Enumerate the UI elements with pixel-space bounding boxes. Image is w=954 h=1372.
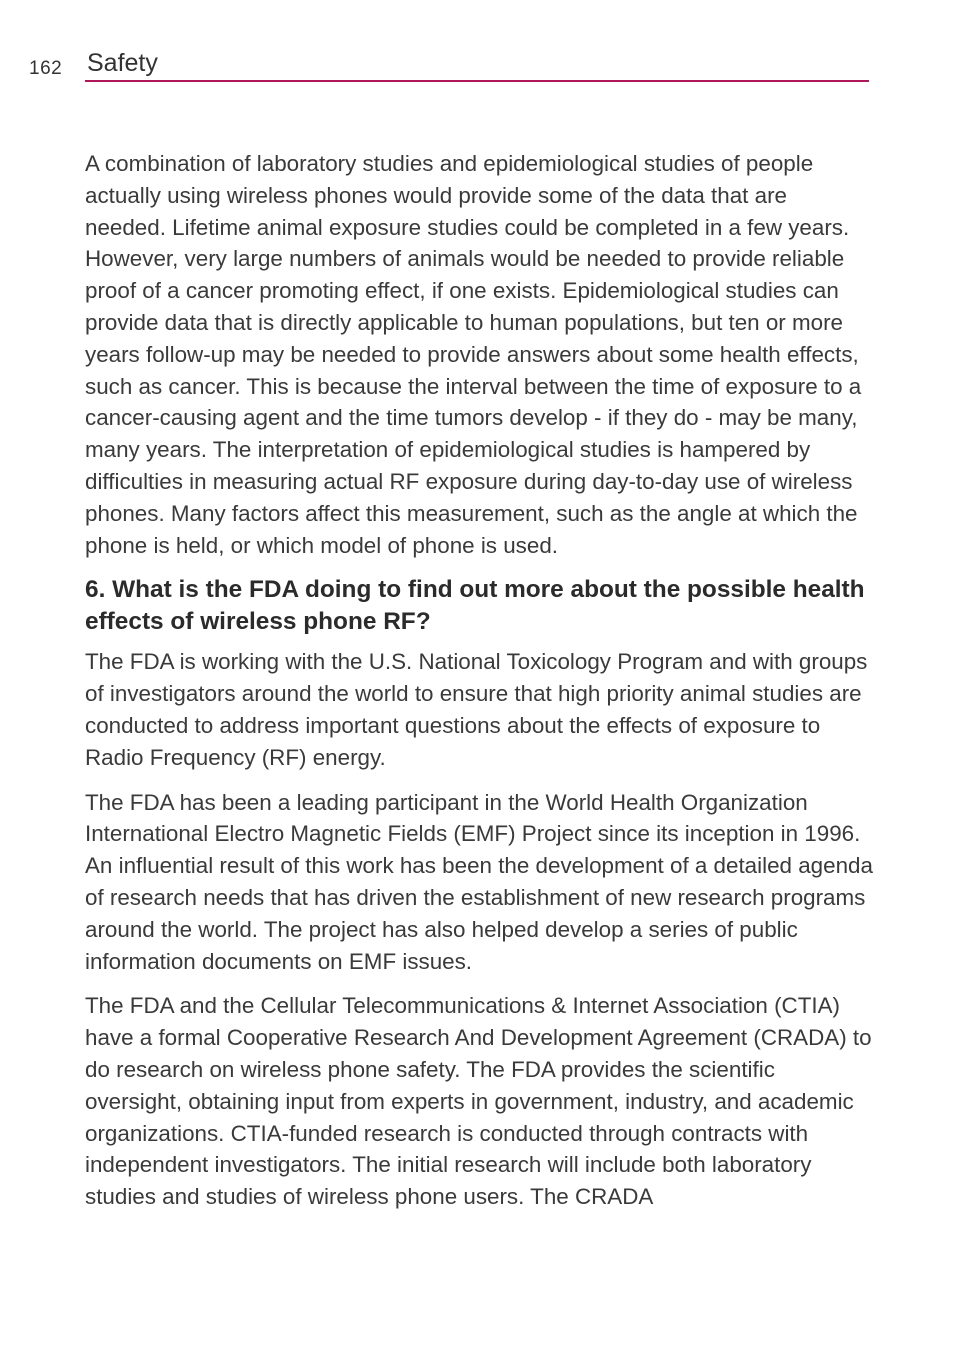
paragraph-research-combination: A combination of laboratory studies and epidemiological studies of people actually using wireless phones would provide some of the data that are needed. Lifetime animal exposure studies could be completed in a few years. However, very large numbers of animals would be needed to provide reliable proof of a cancer promoting effect, if one exists. Epidemiological studies can provide data that is directly applicable to human populations, but ten or more years follow-up may be needed to provide answers about some health effects, such as cancer. This is because the interval between the time of exposure to a cancer-causing agent and the time tumors develop - if they do - may be many, many years. The interpretation of epidemiological studies is hampered by difficulties in measuring actual RF exposure during day-to-day use of wireless phones. Many factors affect this measurement, such as the angle at which the phone is held, or which model of phone is used. [85, 151, 862, 558]
paragraph-ntp-collaboration: The FDA is working with the U.S. National Toxicology Program and with groups of investigators around the world to ensure that high priority animal studies are conducted to address important questions about the effects of exposure to Radio Frequency (RF) energy. [85, 649, 868, 770]
section-title: Safety [87, 49, 158, 77]
body-content [85, 148, 873, 1226]
question-6-heading: 6. What is the FDA doing to find out more about the possible health effects of wireless phone RF? [85, 576, 865, 636]
paragraph-ctia-crada: The FDA and the Cellular Telecommunications & Internet Association (CTIA) have a formal Cooperative Research And Development Agreement (CRADA) to do research on wireless phone safety. The FDA provides the scientific oversight, obtaining input from experts in government, industry, and academic organizations. CTIA-funded research is conducted through contracts with independent investigators. The initial research will include both laboratory studies and studies of wireless phone users. The CRADA [85, 993, 872, 1210]
header-rule [85, 80, 869, 82]
paragraph-who-emf-project: The FDA has been a leading participant in the World Health Organization International Electro Magnetic Fields (EMF) Project since its inception in 1996. An influential result of this work has been the development of a detailed agenda of research needs that has driven the establishment of new research programs around the world. The project has also helped develop a series of public information documents on EMF issues. [85, 789, 873, 974]
page-number: 162 [29, 58, 63, 79]
page-header [0, 0, 954, 90]
